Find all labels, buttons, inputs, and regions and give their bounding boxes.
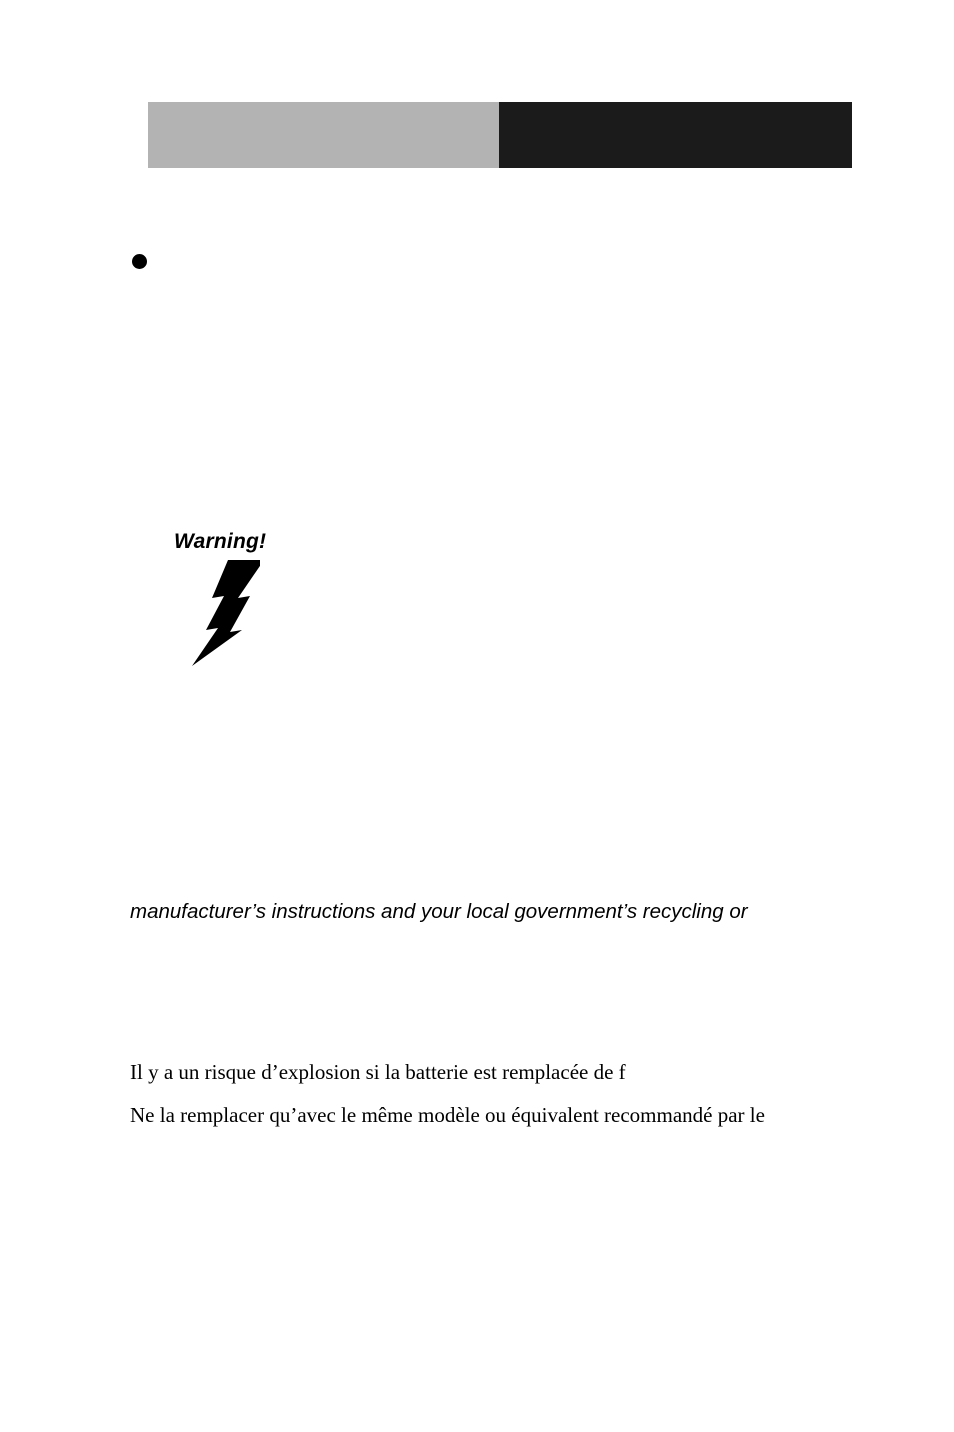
header-bar-left-block: [148, 102, 499, 168]
english-warning-text: manufacturer’s instructions and your local government’s recycling or: [130, 900, 748, 923]
french-warning-line-2: Ne la remplacer qu’avec le même modèle ou équivalent recommandé par le: [130, 1103, 765, 1127]
bullet-icon: [132, 254, 147, 269]
warning-label: Warning!: [174, 530, 267, 553]
lightning-bolt-icon: [180, 558, 260, 668]
chapter-header-bar: [148, 102, 852, 168]
warning-callout: [172, 530, 292, 670]
french-warning-line-1: Il y a un risque d’explosion si la batterie est remplacée de f: [130, 1060, 626, 1084]
header-bar-right-block: [499, 102, 852, 168]
